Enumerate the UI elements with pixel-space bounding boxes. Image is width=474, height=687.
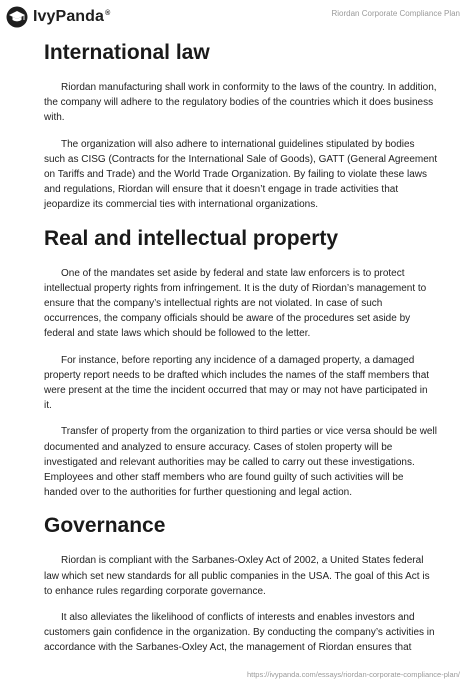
graduation-cap-icon [6,6,28,28]
brand-logo[interactable] [6,6,110,28]
registered-mark: ® [105,9,111,17]
page-header [0,0,474,36]
paragraph: One of the mandates set aside by federal and state law enforcers is to protect intellectual property rights from infringement. It is the duty of Riordan’s management to ensure that the company’s intellectual rights are not violated. In case of such occurrences, the company officials should be aware of the procedures set aside by federal and state laws which should be followed to the letter. [44,267,427,340]
brand-name: IvyPanda [33,8,105,25]
paragraph: For instance, before reporting any incidence of a damaged property, a damaged property report needs to be drafted which includes the names of the staff members that were present at the time the incident occurred that may or may not have participated in it. [44,354,430,412]
paragraph: The organization will also adhere to international guidelines stipulated by bodies such as CISG (Contracts for the International Sale of Goods), GATT (General Agreement on Tariffs and Trade) and the World Trade Organization. By failing to violate these laws and regulations, Riordan will ensure that it doesn’t engage in trade activities that jeopardize its commercial ties with international organizations. [44,138,438,211]
essay-content [44,38,438,667]
paragraph: Riordan manufacturing shall work in conformity to the laws of the country. In addition, the company will adhere to the regulatory bodies of the countries which it does business with. [44,82,437,124]
section-heading-international-law: International law [44,41,210,64]
source-url[interactable]: https://ivypanda.com/essays/riordan-corporate-compliance-plan/ [246,670,460,679]
document-title: Riordan Corporate Compliance Plan [331,9,460,18]
section-heading-property: Real and intellectual property [44,226,339,250]
paragraph: Riordan is compliant with the Sarbanes-Oxley Act of 2002, a United States federal law which set new standards for all public companies in the USA. The goal of this Act is to enhance rules regarding corporate governance. [44,555,430,597]
section-heading-governance: Governance [44,514,166,538]
paragraph: It also alleviates the likelihood of conflicts of interests and enables investors and customers gain confidence in the organization. By conducting the company’s activities in accordance with the Sarbanes-Oxley Act, the management of Riordan ensures that [44,612,435,654]
paragraph: Transfer of property from the organization to third parties or vice versa should be well documented and analyzed to ensure accuracy. Cases of stolen property will be investigated and relevant authorities may be called to carry out these investigations. Employees and other staff members who are found guilty of such activities will be handed over to the authorities for further questioning and legal action. [44,426,437,499]
